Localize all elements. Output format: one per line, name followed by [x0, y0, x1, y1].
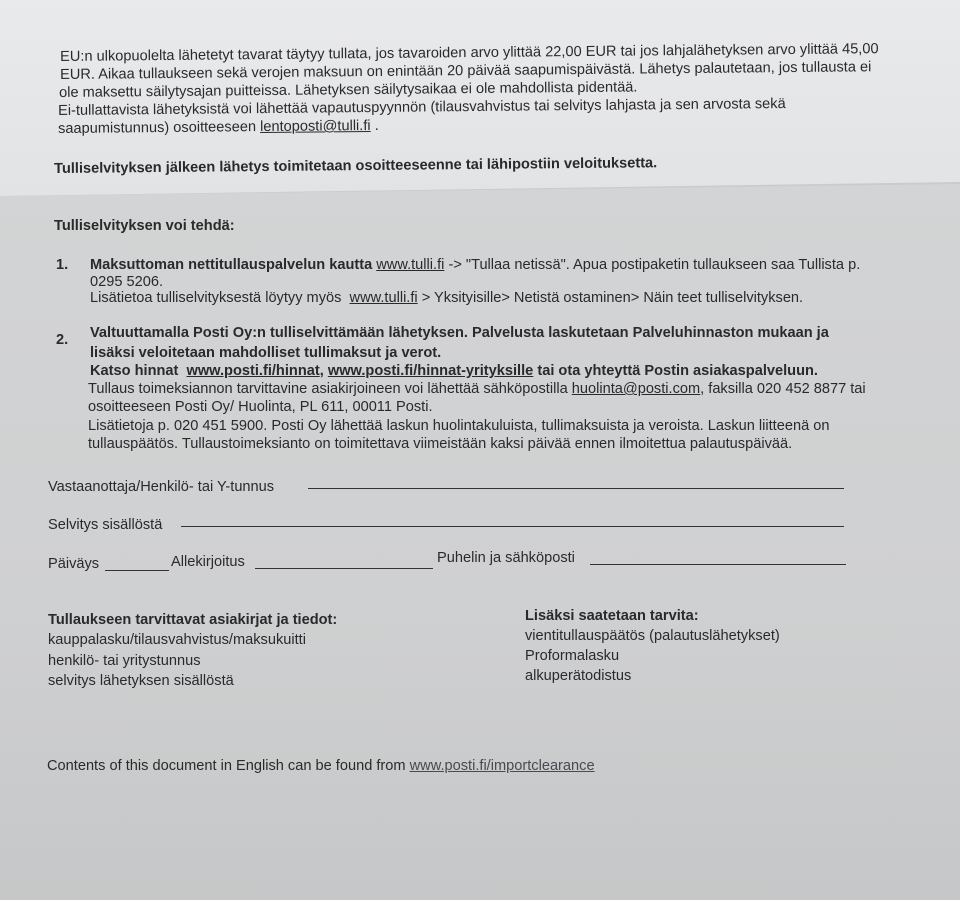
tulli-link[interactable]: www.tulli.fi [376, 257, 445, 273]
additional-docs-title: Lisäksi saatetaan tarvita: [525, 608, 699, 624]
date-field[interactable] [105, 570, 169, 571]
item-2-line-4: osoitteeseen Posti Oy/ Huolinta, PL 611, 00011 Posti. [88, 399, 433, 415]
intro-line-5-end: . [374, 117, 379, 134]
english-note-text: Contents of this document in English can be found from [47, 758, 406, 774]
tulli-link-2[interactable]: www.tulli.fi [349, 290, 418, 306]
additional-doc-item: vientitullauspäätös (palautuslähetykset) [525, 628, 780, 644]
section-heading: Tulliselvityksen voi tehdä: [54, 218, 235, 234]
intro-line-5 [58, 118, 379, 138]
item-1-line-3-path: > Yksityisille> Netistä ostaminen> Näin teet tulliselvityksen. [421, 290, 804, 306]
item-1-number: 1. [56, 257, 69, 273]
item-1-line-3-text: Lisätietoa tulliselvityksestä löytyy myös [90, 290, 342, 306]
posti-prices-link[interactable]: www.posti.fi/hinnat [186, 363, 320, 379]
contents-label: Selvitys sisällöstä [48, 517, 163, 533]
recipient-label: Vastaanottaja/Henkilö- tai Y-tunnus [48, 479, 275, 495]
additional-doc-item: Proformalasku [525, 648, 620, 664]
item-1-line-1 [90, 257, 860, 274]
required-doc-item: henkilö- tai yritystunnus [48, 653, 201, 669]
item-2-line-3 [88, 381, 866, 398]
item-2-line-6: tullauspäätös. Tullaustoimeksianto on toimitettava viimeistään kaksi päivää ennen ilmoitettua palautuspäivää. [88, 436, 793, 452]
email-link-lentoposti[interactable]: lentoposti@tulli.fi [260, 117, 371, 136]
item-2-bold-line-1: Valtuuttamalla Posti Oy:n tulliselvittämään lähetyksen. Palvelusta laskutetaan Palveluhinnaston mukaan ja [90, 325, 829, 341]
import-clearance-link[interactable]: www.posti.fi/importclearance [409, 758, 595, 774]
intro-line-4: Ei-tullattavista lähetyksistä voi lähettää vapautuspyynnön (tilausvahvistus tai selvitys lahjasta ja sen arvosta sekä [58, 96, 786, 119]
prices-comma: , [319, 363, 324, 379]
item-2-number: 2. [56, 332, 69, 348]
signature-label: Allekirjoitus [171, 554, 245, 570]
intro-line-5-text: saapumistunnus) osoitteeseen [58, 119, 257, 137]
english-note [47, 758, 595, 775]
item-2-line-3-text: Tullaus toimeksiannon tarvittavine asiakirjoineen voi lähettää sähköpostilla [88, 381, 568, 397]
customer-service-text: tai ota yhteyttä Postin asiakaspalveluun. [537, 363, 818, 379]
required-doc-item: selvitys lähetyksen sisällöstä [48, 673, 234, 689]
huolinta-email-link[interactable]: huolinta@posti.com [571, 381, 701, 397]
item-1-bold: Maksuttoman nettitullauspalvelun kautta [90, 257, 373, 273]
delivery-notice: Tulliselvityksen jälkeen lähetys toimitetaan osoitteeseenne tai lähipostiin veloituksetta. [54, 155, 658, 177]
intro-line-1: EU:n ulkopuolelta lähetetyt tavarat täytyy tullata, jos tavaroiden arvo ylittää 22,00 EUR tai jos lahjalähetyksen arvo ylittää 45,00 [60, 41, 879, 65]
item-2-prices-line [90, 363, 818, 380]
item-2-bold-line-2: lisäksi veloitetaan mahdolliset tullimaksut ja verot. [90, 345, 442, 361]
phone-email-field[interactable] [590, 564, 846, 565]
phone-email-label: Puhelin ja sähköposti [437, 550, 575, 566]
required-docs-title: Tullaukseen tarvittavat asiakirjat ja tiedot: [48, 612, 338, 628]
item-1-rest: -> "Tullaa netissä". Apua postipaketin tullaukseen saa Tullista p. [448, 257, 861, 273]
date-label: Päiväys [48, 556, 100, 572]
intro-line-2: EUR. Aikaa tullaukseen sekä verojen maksuun on enintään 20 päivää saapumispäivästä. Lähetys palautetaan, jos tullausta ei [60, 59, 872, 83]
item-1-line-2: 0295 5206. [90, 274, 164, 290]
contents-field[interactable] [181, 526, 844, 527]
additional-doc-item: alkuperätodistus [525, 668, 632, 684]
intro-line-3: ole maksettu säilytysajan puitteissa. Lähetyksen säilytysaikaa ei ole mahdollista pidentää. [59, 79, 638, 101]
prices-label: Katso hinnat [90, 363, 179, 379]
fax-text: , faksilla 020 452 8877 tai [700, 381, 866, 397]
signature-field[interactable] [255, 568, 433, 569]
required-doc-item: kauppalasku/tilausvahvistus/maksukuitti [48, 632, 306, 648]
recipient-field[interactable] [308, 488, 844, 489]
item-2-line-5: Lisätietoja p. 020 451 5900. Posti Oy lähettää laskun huolintakuluista, tullimaksuista ja veroista. Laskun liitteenä on [88, 418, 830, 434]
posti-business-prices-link[interactable]: www.posti.fi/hinnat-yrityksille [327, 363, 534, 379]
item-1-line-3 [90, 290, 803, 307]
